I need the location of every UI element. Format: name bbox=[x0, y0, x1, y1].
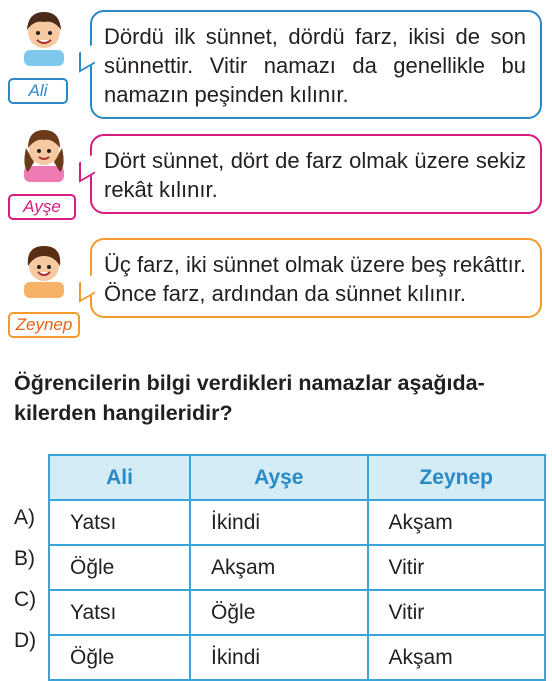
column-header-zeynep: Zeynep bbox=[368, 455, 545, 500]
option-row-a[interactable] bbox=[49, 500, 545, 545]
name-tag-zeynep: Zeynep bbox=[8, 312, 80, 338]
name-tag-ayse: Ayşe bbox=[8, 194, 76, 220]
table-cell: Öğle bbox=[49, 635, 190, 680]
option-label-c: C) bbox=[14, 588, 37, 611]
dialogue-text-zeynep: Üç farz, iki sünnet olmak üzere beş rekâttır. Önce farz, ardından da sünnet kılınır. bbox=[104, 252, 526, 306]
table-cell: Yatsı bbox=[49, 590, 190, 635]
answer-table bbox=[48, 454, 546, 681]
table-cell: Vitir bbox=[368, 545, 545, 590]
option-row-b[interactable] bbox=[49, 545, 545, 590]
option-label-a: A) bbox=[14, 506, 35, 529]
question-text: Öğrencilerin bilgi verdikleri namazlar aşağıda-kilerden hangileridir? bbox=[14, 371, 485, 425]
option-row-d[interactable] bbox=[49, 635, 545, 680]
name-tag-ali: Ali bbox=[8, 78, 68, 104]
table-cell: Öğle bbox=[49, 545, 190, 590]
table-cell: Akşam bbox=[368, 635, 545, 680]
option-row-c[interactable] bbox=[49, 590, 545, 635]
option-label-d: D) bbox=[14, 629, 37, 652]
speech-bubble-ali bbox=[90, 10, 542, 119]
table-cell: Vitir bbox=[368, 590, 545, 635]
table-cell: Yatsı bbox=[49, 500, 190, 545]
speech-bubble-zeynep bbox=[90, 238, 542, 318]
table-cell: Öğle bbox=[190, 590, 367, 635]
speech-bubble-ayse bbox=[90, 134, 542, 214]
option-label-b: B) bbox=[14, 547, 35, 570]
table-header-row bbox=[49, 455, 545, 500]
column-header-ali: Ali bbox=[49, 455, 190, 500]
boy-avatar-icon bbox=[14, 6, 74, 66]
girl-avatar-icon bbox=[14, 238, 74, 298]
table-cell: Akşam bbox=[368, 500, 545, 545]
table-cell: İkindi bbox=[190, 635, 367, 680]
table-cell: İkindi bbox=[190, 500, 367, 545]
girl-avatar-icon bbox=[14, 122, 74, 182]
table-cell: Akşam bbox=[190, 545, 367, 590]
dialogue-text-ayse: Dört sünnet, dört de farz olmak üzere sekiz rekât kılınır. bbox=[104, 148, 526, 202]
column-header-ayse: Ayşe bbox=[190, 455, 367, 500]
dialogue-text-ali: Dördü ilk sünnet, dördü farz, ikisi de son sünnettir. Vitir namazı da genellikle bu namazın peşinden kılınır. bbox=[104, 24, 526, 107]
